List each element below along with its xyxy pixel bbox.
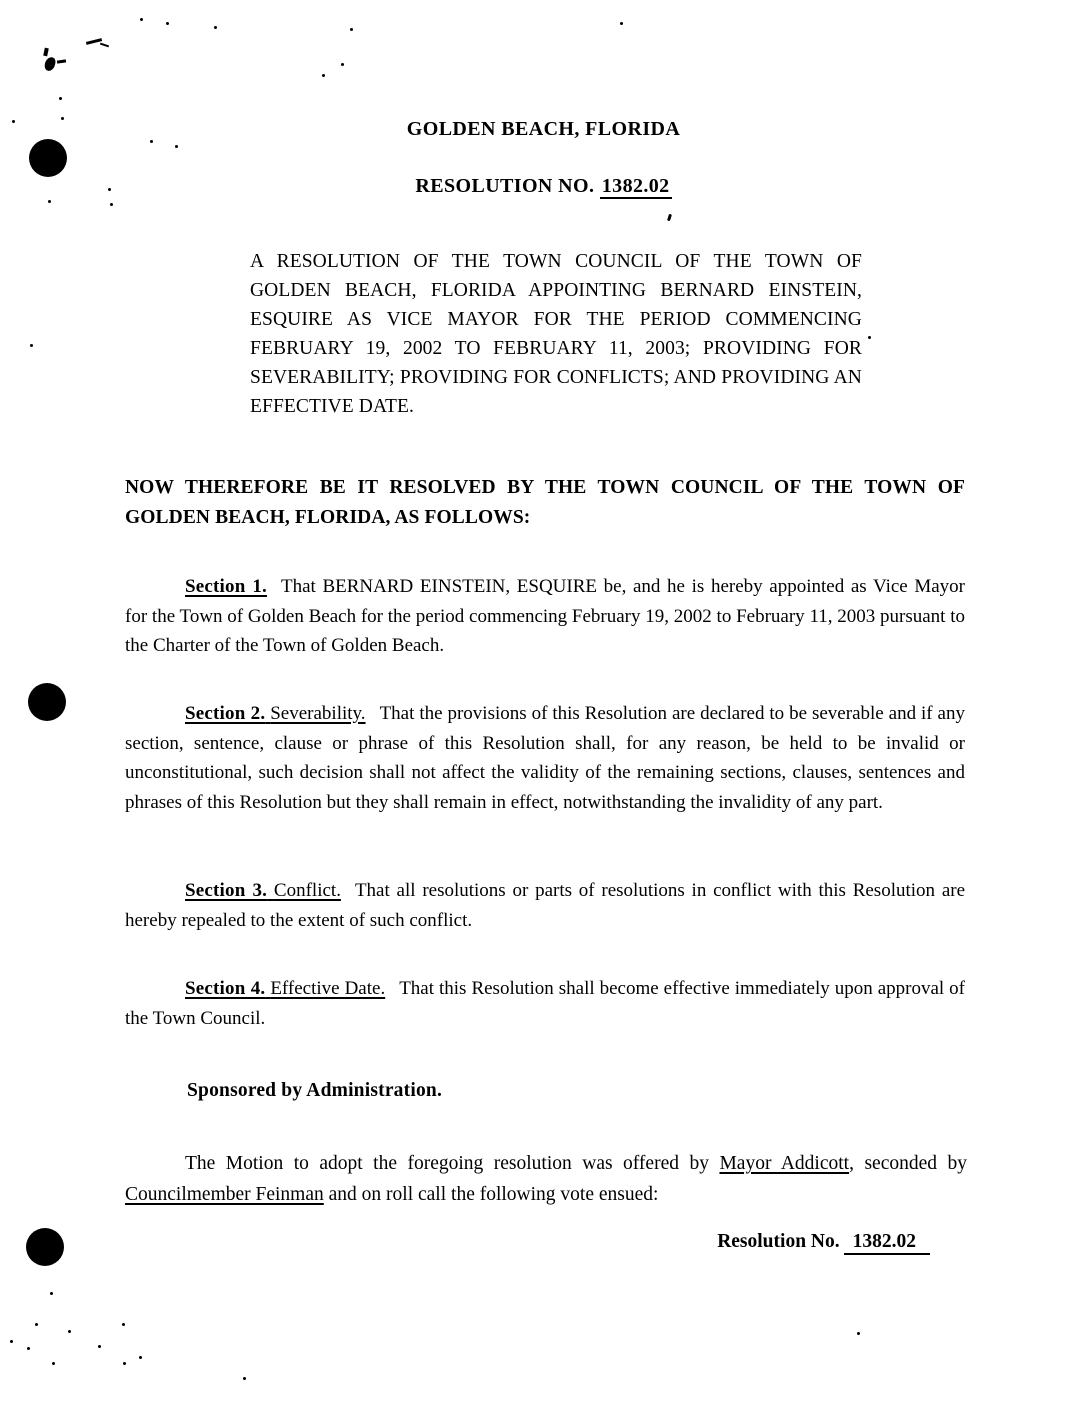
hole-punch-mark [29,139,67,177]
scan-mark [57,59,66,63]
sponsored-by: Sponsored by Administration. [187,1080,443,1101]
scan-speck [868,336,871,339]
town-name: GOLDEN BEACH, FLORIDA [406,118,681,140]
scan-mark [43,56,56,72]
motion-seconded-by: Councilmember Feinman [125,1184,324,1205]
scan-speck [59,97,62,100]
scan-speck [620,22,623,25]
resolved-clause: NOW THEREFORE BE IT RESOLVED BY THE TOWN COUNCIL OF THE TOWN OF GOLDEN BEACH, FLORIDA, AS FOLLOWS: [125,477,965,528]
section-3 [125,876,965,935]
scan-speck [123,1362,126,1365]
scan-mark [100,43,109,48]
resolution-preamble: A RESOLUTION OF THE TOWN COUNCIL OF THE TOWN OF GOLDEN BEACH, FLORIDA APPOINTING BERNARD EINSTEIN, ESQUIRE AS VICE MAYOR FOR THE PERIOD COMMENCING FEBRUARY 19, 2002 TO FEBRUARY 11, 2003; PROVIDING FOR SEVERABILITY; PROVIDING FOR CONFLICTS; AND PROVIDING AN EFFECTIVE DATE. [250,251,862,417]
scan-speck [175,145,178,148]
scan-speck [139,1356,142,1359]
scan-speck [243,1377,246,1380]
scan-speck [110,203,113,206]
scan-speck [341,63,344,66]
resolution-heading [0,175,1087,198]
scan-mark [667,214,672,222]
scan-speck [52,1362,55,1365]
scan-speck [48,200,51,203]
scan-speck [350,28,353,31]
document-title [0,118,1087,141]
motion-text-1: The Motion to adopt the foregoing resolution was offered by [185,1153,720,1174]
scan-mark [43,48,49,57]
section-1 [125,572,965,661]
scan-speck [140,18,143,21]
motion-paragraph [125,1148,967,1210]
scan-speck [214,26,217,29]
motion-offered-by: Mayor Addicott [719,1153,850,1174]
section-2 [125,699,965,817]
scan-speck [50,1292,53,1295]
resolution-label: RESOLUTION NO. [415,175,595,197]
scan-speck [27,1347,30,1350]
hole-punch-mark [28,683,66,721]
scan-speck [857,1332,860,1335]
scan-speck [68,1330,71,1333]
section-2-heading: Section 2. Severability. [185,703,366,724]
motion-text-3: and on roll call the following vote ensued: [323,1184,659,1205]
scan-speck [98,1345,101,1348]
section-1-body: That BERNARD EINSTEIN, ESQUIRE be, and he is hereby appointed as Vice Mayor for the Town of Golden Beach for the period commencing February 19, 2002 to February 11, 2003 pursuant to the Charter of the Town of Golden Beach. [125,576,966,656]
motion-text-2: , seconded by [849,1153,967,1174]
section-4 [125,974,965,1033]
resolution-number: 1382.02 [601,175,670,197]
section-3-body: That all resolutions or parts of resolutions in conflict with this Resolution are hereby repealed to the extent of such conflict. [125,880,966,931]
section-4-body: That this Resolution shall become effective immediately upon approval of the Town Council. [125,978,965,1029]
footer-resolution-label: Resolution No. [717,1231,840,1252]
scan-speck [30,344,33,347]
scan-speck [166,22,169,25]
section-4-heading: Section 4. Effective Date. [185,978,386,999]
scan-speck [35,1323,38,1326]
scan-speck [122,1323,125,1326]
scan-speck [322,74,325,77]
footer-resolution-number: 1382.02 [844,1231,930,1255]
section-3-heading: Section 3. Conflict. [185,880,341,901]
footer-resolution [0,1231,1087,1253]
scan-speck [10,1340,13,1343]
section-1-heading: Section 1. [185,576,268,597]
section-2-body: That the provisions of this Resolution are declared to be severable and if any section, sentence, clause or phrase of this Resolution shall, for any reason, be held to be invalid or unconstitutional, such decision shall not affect the validity of the remaining sections, clauses, sentences and phrases of this Resolution but they shall remain in effect, notwithstanding the invalidity of any part. [125,703,965,813]
